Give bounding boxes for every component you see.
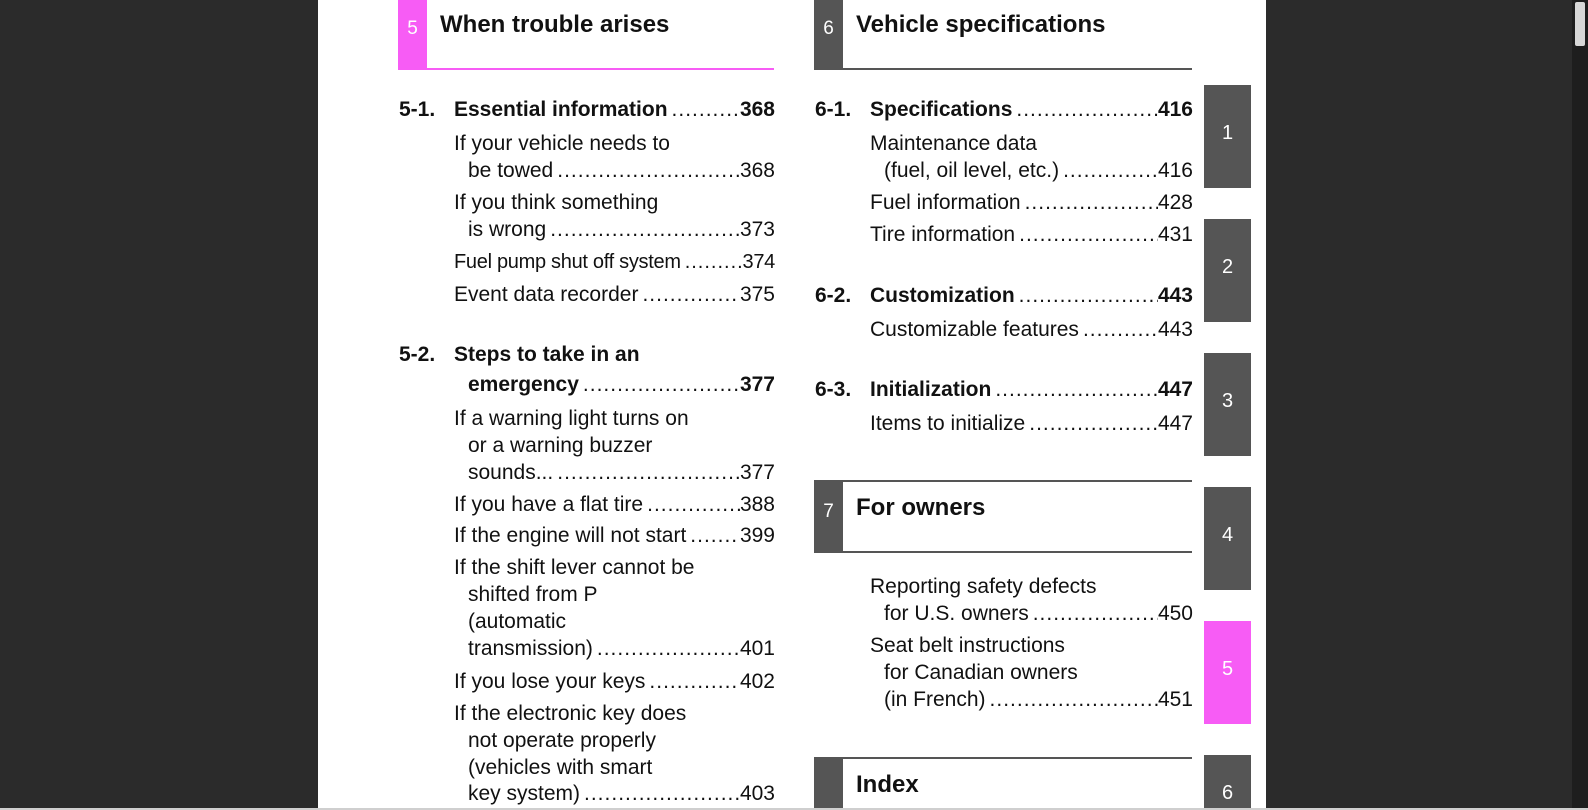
toc-heading-number: 6-2. [815,284,852,307]
leader-dots [579,370,740,400]
toc-page-number: 374 [742,251,775,273]
toc-page-number: 416 [1157,98,1193,121]
leader-dots [580,780,740,807]
toc-entry-line: Seat belt instructions [870,634,1065,657]
leader-dots [553,157,740,184]
section-header-6 [814,0,1192,70]
toc-entry-line: If the electronic key does [454,702,687,725]
leader-dots [1021,189,1158,216]
toc-entry-label: If you have a flat tire [454,493,644,516]
toc-entry-line: If you think something [454,191,659,214]
toc-entry-line: or a warning buzzer [468,434,653,457]
toc-entry-line: If your vehicle needs to [454,132,670,155]
section-number-6: 6 [814,0,843,68]
toc-page-number: 402 [739,670,775,693]
toc-entry-line: (vehicles with smart [468,756,653,779]
toc-page-number: 368 [739,159,775,182]
toc-entry-label: If you lose your keys [454,670,646,693]
leader-dots [1015,282,1158,309]
section-number-index [814,759,843,808]
toc-heading-label: emergency [468,373,579,396]
toc-page-number: 401 [739,637,775,660]
toc-page-number: 377 [739,373,775,396]
toc-heading-number: 5-1. [399,98,436,121]
toc-page-number: 416 [1157,159,1193,182]
toc-entry-label: is wrong [468,218,547,241]
chapter-tab-4[interactable]: 4 [1204,487,1251,590]
leader-dots [638,281,740,308]
leader-dots [991,376,1158,403]
toc-page-number: 450 [1157,602,1193,625]
leader-dots [1025,410,1158,437]
leader-dots [546,216,740,243]
leader-dots [681,249,743,276]
toc-page-number: 399 [739,524,775,547]
toc-heading-number: 5-2. [399,343,436,366]
leader-dots [1029,600,1158,627]
scrollbar-thumb[interactable] [1575,2,1585,46]
leader-dots [686,522,740,549]
toc-entry-label: Customizable features [870,318,1079,341]
toc-entry-label: for U.S. owners [884,602,1029,625]
toc-page-number: 373 [739,218,775,241]
toc-page-number: 403 [739,782,775,805]
toc-page-number: 443 [1157,284,1193,307]
chapter-tab-1[interactable]: 1 [1204,85,1251,188]
toc-heading-line: Steps to take in an [454,343,640,366]
toc-entry-line: (automatic [468,610,567,633]
toc-heading-label: Essential information [454,98,668,121]
toc-page-number: 447 [1157,378,1193,401]
chapter-tab-5[interactable]: 5 [1204,621,1251,724]
toc-heading-label: Specifications [870,98,1013,121]
toc-page-number: 451 [1157,688,1193,711]
toc-heading-label: Initialization [870,378,992,401]
toc-entry-label: Fuel pump shut off system [454,251,681,273]
vertical-scrollbar[interactable] [1572,0,1588,810]
toc-page-number: 443 [1157,318,1193,341]
leader-dots [643,491,740,518]
section-header-7 [814,480,1192,553]
toc-entry-label: key system) [468,782,581,805]
chapter-tab-6[interactable]: 6 [1204,755,1251,808]
leader-dots [1015,221,1158,248]
chapter-tab-3[interactable]: 3 [1204,353,1251,456]
section-title-5: When trouble arises [440,11,670,38]
section-number-7: 7 [814,482,843,551]
leader-dots [553,459,740,486]
toc-entry-label: Fuel information [870,191,1021,214]
toc-entry-line: If the shift lever cannot be [454,556,695,579]
section-header-5 [398,0,774,70]
toc-page-number: 431 [1157,223,1193,246]
toc-entry-line: Reporting safety defects [870,575,1097,598]
leader-dots [668,96,740,123]
toc-entry-label: (fuel, oil level, etc.) [884,159,1060,182]
leader-dots [645,668,740,695]
toc-heading-number: 6-3. [815,378,852,401]
toc-page-number: 368 [739,98,775,121]
toc-entry-label: Event data recorder [454,283,639,306]
toc-entry-line: If a warning light turns on [454,407,689,430]
toc-entry-line: for Canadian owners [884,661,1078,684]
section-number-5: 5 [398,0,427,68]
toc-entry-label: transmission) [468,637,593,660]
toc-heading-number: 6-1. [815,98,852,121]
toc-entry-label: Items to initialize [870,412,1026,435]
section-title-6: Vehicle specifications [856,11,1106,38]
toc-entry-label: If the engine will not start [454,524,687,547]
leader-dots [1079,316,1158,343]
toc-page-number: 447 [1157,412,1193,435]
section-title-index: Index [856,771,919,798]
toc-page-number: 377 [739,461,775,484]
toc-page-number: 375 [739,283,775,306]
toc-entry-line: Maintenance data [870,132,1037,155]
toc-page [318,0,1266,808]
section-title-7: For owners [856,494,986,521]
leader-dots [1059,157,1158,184]
leader-dots [986,686,1158,713]
leader-dots [1012,96,1158,123]
toc-page-number: 428 [1157,191,1193,214]
chapter-tab-2[interactable]: 2 [1204,219,1251,322]
toc-entry-label: Tire information [870,223,1016,246]
toc-entry-label: sounds... [468,461,554,484]
toc-page-number: 388 [739,493,775,516]
toc-entry-label: (in French) [884,688,986,711]
leader-dots [593,635,740,662]
section-header-index [814,757,1192,808]
toc-entry-line: not operate properly [468,729,656,752]
toc-entry-label: be towed [468,159,554,182]
toc-entry-line: shifted from P [468,583,598,606]
toc-heading-label: Customization [870,284,1015,307]
